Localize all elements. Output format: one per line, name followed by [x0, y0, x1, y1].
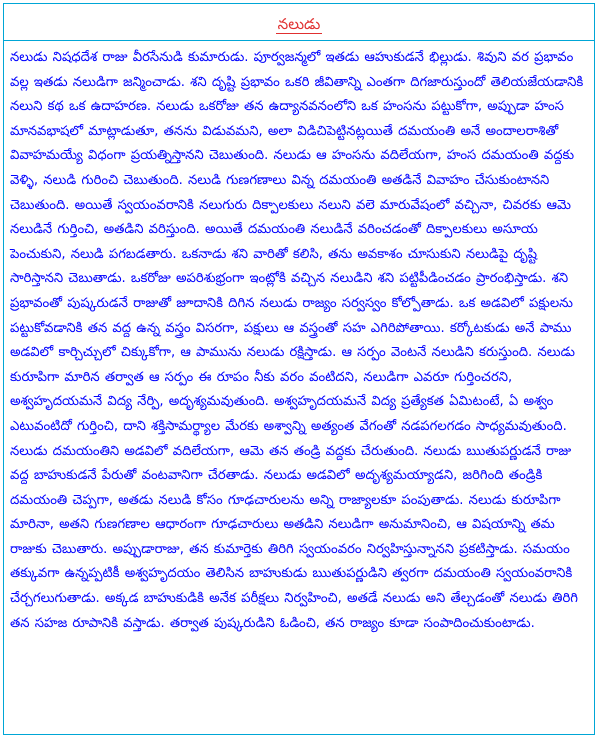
- page-title: నలుడు: [277, 15, 321, 33]
- story-body: [10, 46, 588, 636]
- story-paragraph: నలుడు నిషధదేశ రాజు వీరసేనుడి కుమారుడు. పూర్వజన్మలో ఇతడు ఆహుకుడనే భిల్లుడు. శివుని వర ప్రభావం వల్ల ఇతడు నలుడిగా జన్మించాడు. శని దృష్టి ప్రభావం ఒకరి జీవితాన్ని ఎంతగా దిగజారుస్తుందో తెలియజేయడానికి నలుని కథ ఒక ఉదాహరణ. నలుడు ఒకరోజు తన ఉద్యానవనంలోని ఒక హంసను పట్టుకోగా, అప్పుడా హంస మానవభాషలో మాట్లాడుతూ, తనను విడువమని, అలా విడిచిపెట్టినట్లయితే దమయంతి అనే అందాలరాశితో వివాహమయ్యే విధంగా ప్రయత్నిస్తానని చెబుతుంది. నలుడు ఆ హంసను వదిలేయగా, హంస దమయంతి వద్దకు వెళ్ళి, నలుడి గురించి చెబుతుంది. నలుడి గుణగణాలు విన్న దమయంతి అతడినే వివాహం చేసుకుంటానని చెబుతుంది. అయితే స్వయంవరానికి నలుగురు దిక్పాలకులు నలుని వలె మారువేషంలో వచ్చినా, చివరకు ఆమె నలుడినే గుర్తించి, అతడిని వరిస్తుంది. అయితే దమయంతి నలుడినే వరించడంతో దిక్పాలకులు అసూయ పెంచుకుని, నలుడి పగబడతారు. ఒకనాడు శని వారితో కలిసి, తను అవకాశం చూసుకుని నలుడిపై దృష్టి సారిస్తానని చెబుతాడు. ఒకరోజు అపరిశుభ్రంగా ఇంట్లోకి వచ్చిన నలుడిని శని పట్టిపీడించడం ప్రారంభిస్తాడు. శని ప్రభావంతో పుష్కరుడనే రాజుతో జూదానికి దిగిన నలుడు రాజ్యం సర్వస్వం కోల్పోతాడు. ఒక అడవిలో పక్షులను పట్టుకోవడానికి తన వద్ద ఉన్న వస్త్రం విసరగా, పక్షులు ఆ వస్త్రంతో సహ ఎగిరిపోతాయి. కర్కోటకుడు అనే పాము అడవిలో కార్చిచ్చులో చిక్కుకోగా, ఆ పామును నలుడు రక్షిస్తాడు. ఆ సర్పం వెంటనే నలుడిని కరుస్తుంది. నలుడు కురూపిగా మారిన తర్వాత ఆ సర్పం ఈ రూపం నీకు వరం వంటిదని, నలుడిగా ఎవరూ గుర్తించరని, అశ్వహృదయమనే విద్య నేర్పి, అదృశ్యమవుతుంది. అశ్వహృదయమనే విద్య ప్రత్యేకత ఏమిటంటే, ఏ అశ్వం ఎటువంటిదో గుర్తించి, దాని శక్తిసామర్థ్యాల మేరకు అశ్వాన్ని అత్యంత వేగంతో నడపగలగడం సాధ్యమవుతుంది. నలుడు దమయంతిని అడవిలో వదిలేయగా, ఆమె తన తండ్రి వద్దకు చేరుతుంది. నలుడు ఋతుపర్ణుడనే రాజు వద్ద బాహుకుడనే పేరుతో వంటవానిగా చేరతాడు. నలుడు అడవిలో అదృశ్యమయ్యాడని, జరిగింది తండ్రికి దమయంతి చెప్పగా, అతడు నలుడి కోసం గూఢచారులను అన్ని రాజ్యాలకూ పంపుతాడు. నలుడు కురూపిగా మారినా, అతని గుణగణాల ఆధారంగా గూఢచారులు అతడిని నలుడిగా అనుమానించి, ఆ విషయాన్ని తమ రాజుకు చెబుతారు. అప్పుడారాజు, తన కుమార్తెకు తిరిగి స్వయంవరం నిర్వహిస్తున్నానని ప్రకటిస్తాడు. సమయం తక్కువగా ఉన్నప్పటికీ అశ్వహృదయం తెలిసిన బాహుకుడు ఋతుపర్ణుడిని త్వరగా దమయంతి స్వయంవరానికి చేర్చగలుగుతాడు. అక్కడ బాహుకుడికి అనేక పరీక్షలు నిర్వహించి, అతడే నలుడు అని తేల్చడంతో నలుడు తిరిగి తన సహజ రూపానికి వస్తాడు. తర్వాత పుష్కరుడిని ఓడించి, తన రాజ్యం కూడా సంపాదించుకుంటాడు.: [10, 50, 584, 631]
- title-divider: [4, 40, 594, 41]
- title-row: [4, 4, 594, 34]
- story-panel: [3, 3, 595, 735]
